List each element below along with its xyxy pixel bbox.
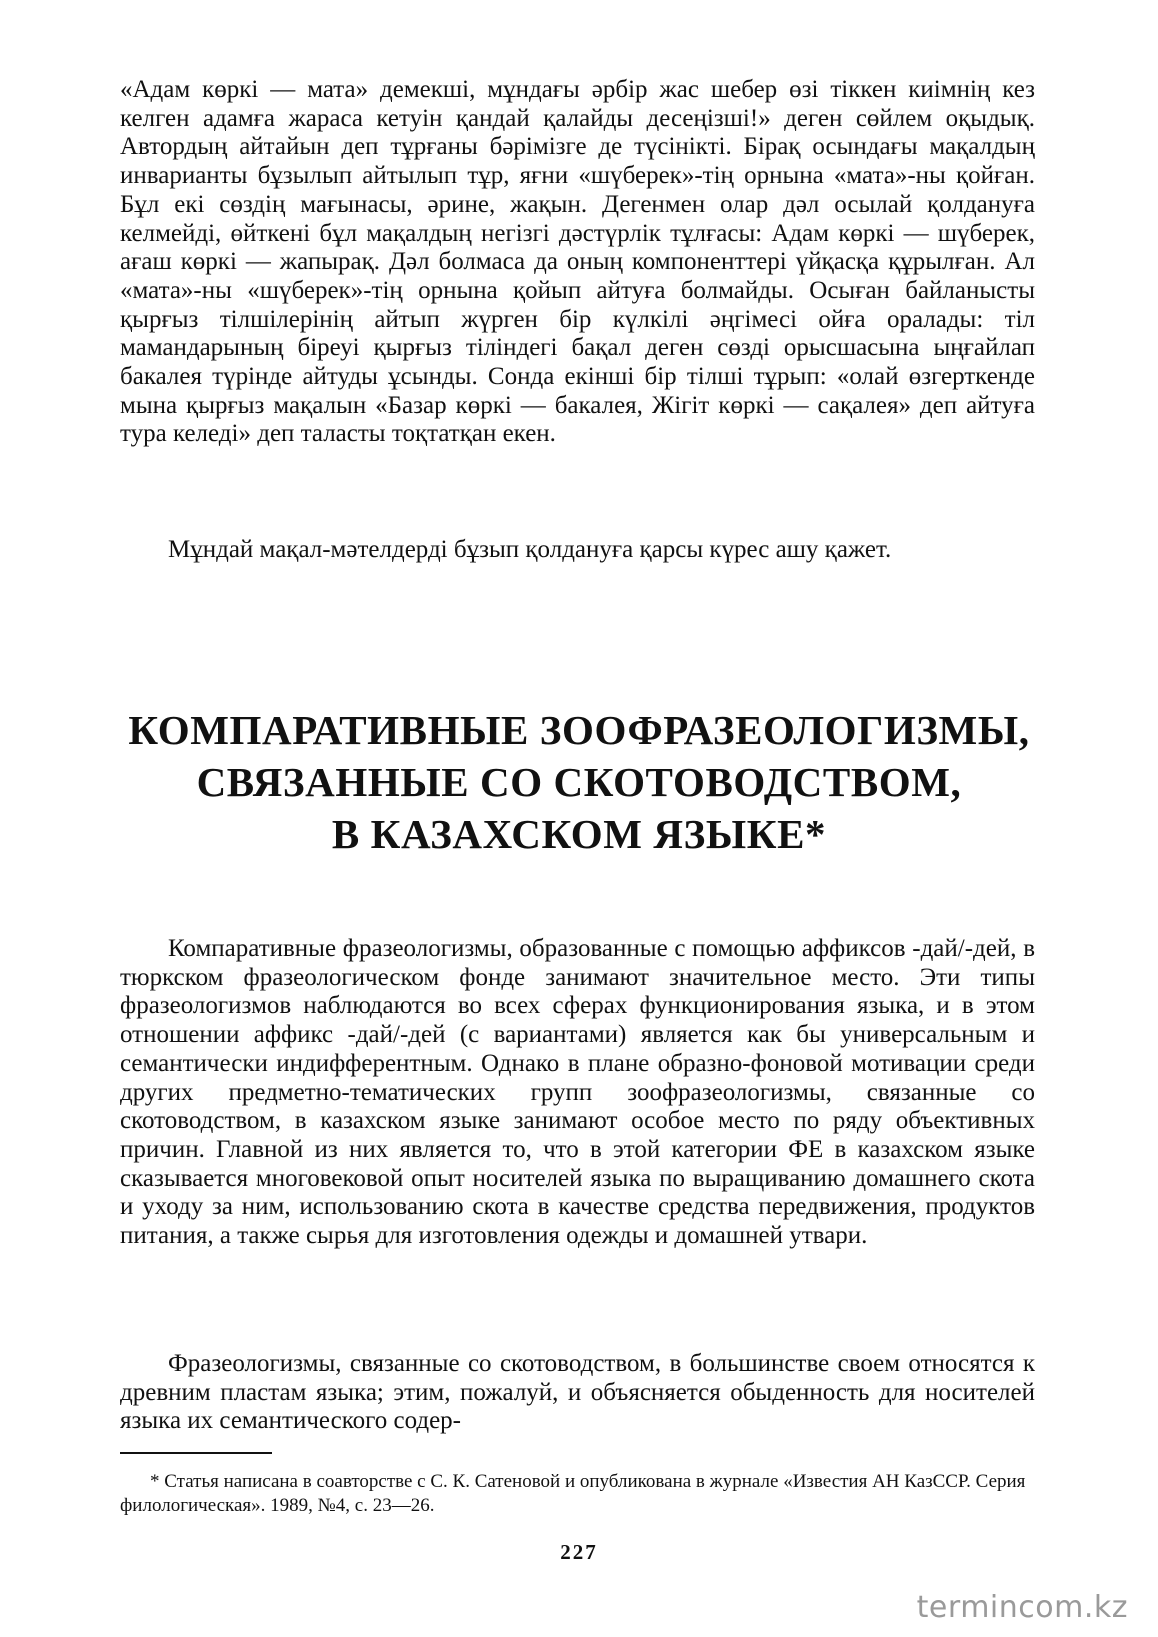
paragraph-text: «Адам көркі — мата» демекші, мұндағы әрбір жас шебер өзі тіккен киімнің кез келген адамға жараса кетуін қандай қалайды десеңізші!» деген сөйлем оқыдық. Автордың айтайын деп тұрғаны бәрімізге де түсінікті. Бірақ осындағы мақалдың инварианты бұзылып айтылып тұр, яғни «шүберек»-тің орнына «мата»-ны қойған. Бұл екі сөздің мағынасы, әрине, жақын. Дегенмен олар дәл осылай қолдануға келмейді, өйткені бұл мақалдың негізгі дәстүрлік тұлғасы: Адам көркі — шүберек, ағаш көркі — жапырақ. Дәл болмаса да оның компоненттері үйқасқа құрылған. Ал «мата»-ны «шүберек»-тің орнына қойып айтуға болмайды. Осыған байланысты қырғыз тілшілерінің айтып жүрген бір күлкілі әңгімесі ойға оралады: тіл мамандарының біреуі қырғыз тіліндегі бақал деген сөзді орысшасына ыңғайлап бакалея түрінде айтуды ұсынды. Сонда екінші бір тілші тұрып: «олай өзгерткенде мына қырғыз мақалын «Базар көркі — бакалея, Жігіт көркі — сақалея» деп айтуға тура келеді» деп таласты тоқтатқан екен. <box>120 76 1035 448</box>
paragraph-text: Фразеологизмы, связанные со скотоводством, в большинстве своем относятся к древним пластам языка; этим, пожалуй, и объясняется обыденность для носителей языка их семантического содер- <box>120 1350 1035 1435</box>
title-line-1: КОМПАРАТИВНЫЕ ЗООФРАЗЕОЛОГИЗМЫ, <box>128 707 1030 753</box>
paragraph-kazakh-1 <box>120 76 1035 449</box>
paragraph-kazakh-2 <box>120 536 1035 565</box>
title-line-3: В КАЗАХСКОМ ЯЗЫКЕ* <box>331 811 827 857</box>
paragraph-text: Мұндай мақал-мәтелдерді бұзып қолдануға қарсы күрес ашу қажет. <box>168 536 892 563</box>
footnote-divider <box>120 1452 272 1454</box>
paragraph-russian-2 <box>120 1350 1035 1436</box>
watermark-logo: termincom.kz <box>916 1590 1128 1625</box>
paragraph-text: Компаративные фразеологизмы, образованные с помощью аффиксов -дай/-дей, в тюркском фразеологическом фонде занимают значительное место. Эти типы фразеологизмов наблюдаются во всех сферах функционирования языка, и в этом отношении аффикс -дай/-дей (с вариантами) является как бы универсальным и семантически индифферентным. Однако в плане образно-фоновой мотивации среди других предметно-тематических групп зоофразеологизмы, связанные со скотоводством, в казахском языке занимают особое место по ряду объективных причин. Главной из них является то, что в этой категории ФЕ в казахском языке сказывается многовековой опыт носителей языка по выращиванию домашнего скота и уходу за ним, использованию скота в качестве средства передвижения, продуктов питания, а также сырья для изготовления одежды и домашней утвари. <box>120 935 1035 1250</box>
article-title <box>90 704 1068 860</box>
page-number: 227 <box>560 1540 598 1564</box>
paragraph-russian-1 <box>120 935 1035 1251</box>
footnote: * Статья написана в соавторстве с С. К. Сатеновой и опубликована в журнале «Известия АН КазССР. Серия филологическая». 1989, №4, с. 23—26. <box>120 1471 1026 1516</box>
title-line-2: СВЯЗАННЫЕ СО СКОТОВОДСТВОМ, <box>196 759 962 805</box>
